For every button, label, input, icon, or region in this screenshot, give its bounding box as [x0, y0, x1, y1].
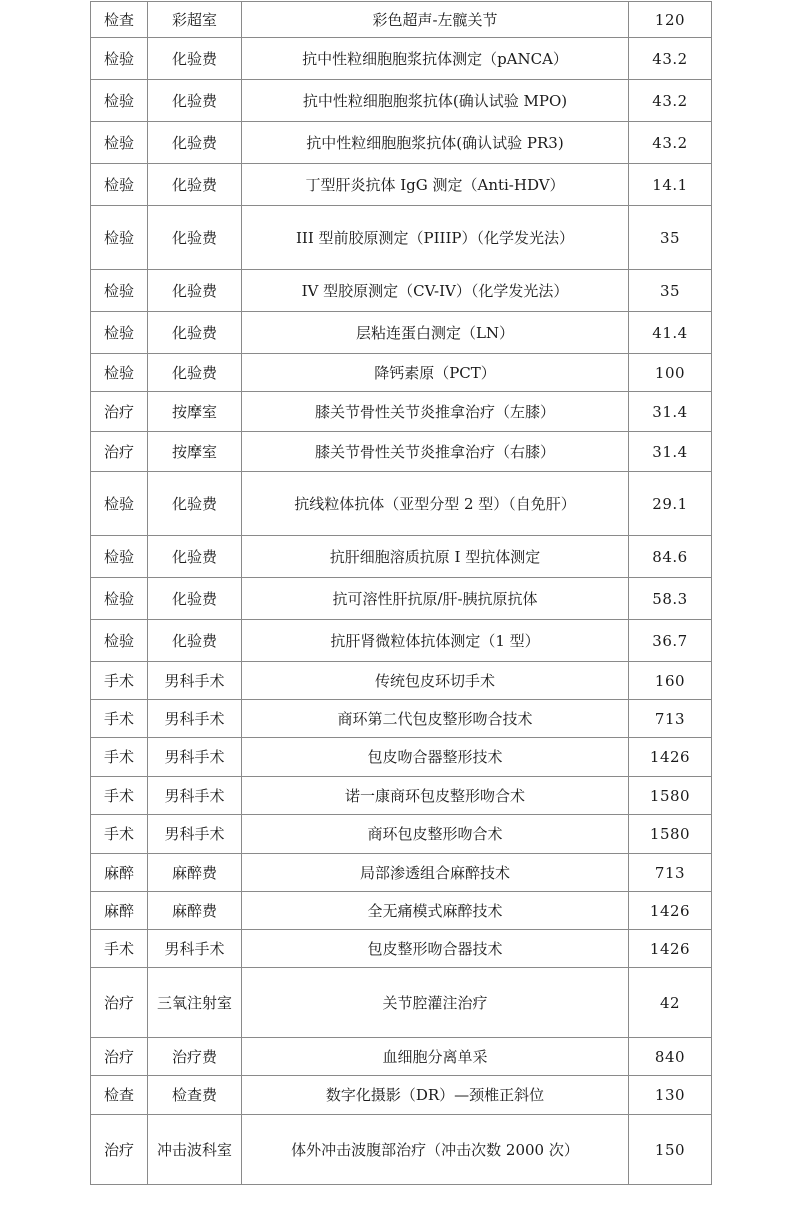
- table-row: [91, 38, 712, 80]
- department-cell: 化验费: [148, 536, 242, 578]
- category-cell: 治疗: [91, 968, 148, 1038]
- price-cell: 160: [629, 662, 712, 700]
- category-cell: 检验: [91, 578, 148, 620]
- price-cell: 713: [629, 854, 712, 892]
- item-name-cell: 诺一康商环包皮整形吻合术: [242, 777, 629, 815]
- item-name-cell: 降钙素原（PCT）: [242, 354, 629, 392]
- department-cell: 彩超室: [148, 2, 242, 38]
- item-name-cell: 抗肝细胞溶质抗原 I 型抗体测定: [242, 536, 629, 578]
- item-name-cell: 层粘连蛋白测定（LN）: [242, 312, 629, 354]
- table-row: [91, 1115, 712, 1185]
- table-row: [91, 815, 712, 854]
- price-cell: 36.7: [629, 620, 712, 662]
- item-name-cell: 抗可溶性肝抗原/肝-胰抗原抗体: [242, 578, 629, 620]
- item-name-cell: 传统包皮环切手术: [242, 662, 629, 700]
- price-cell: 130: [629, 1076, 712, 1115]
- price-cell: 31.4: [629, 392, 712, 432]
- department-cell: 化验费: [148, 620, 242, 662]
- table-row: [91, 270, 712, 312]
- price-cell: 43.2: [629, 38, 712, 80]
- category-cell: 检验: [91, 620, 148, 662]
- table-row: [91, 700, 712, 738]
- table-row: [91, 472, 712, 536]
- price-cell: 35: [629, 206, 712, 270]
- table-row: [91, 392, 712, 432]
- price-cell: 43.2: [629, 80, 712, 122]
- table-row: [91, 968, 712, 1038]
- item-name-cell: IV 型胶原测定（CV-IV）（化学发光法）: [242, 270, 629, 312]
- table-row: [91, 738, 712, 777]
- item-name-cell: 商环第二代包皮整形吻合技术: [242, 700, 629, 738]
- category-cell: 手术: [91, 738, 148, 777]
- table-row: [91, 1038, 712, 1076]
- table-row: [91, 164, 712, 206]
- item-name-cell: 包皮整形吻合器技术: [242, 930, 629, 968]
- department-cell: 化验费: [148, 80, 242, 122]
- category-cell: 治疗: [91, 432, 148, 472]
- department-cell: 化验费: [148, 270, 242, 312]
- category-cell: 检验: [91, 206, 148, 270]
- item-name-cell: 商环包皮整形吻合术: [242, 815, 629, 854]
- department-cell: 化验费: [148, 312, 242, 354]
- category-cell: 检查: [91, 1076, 148, 1115]
- department-cell: 男科手术: [148, 930, 242, 968]
- item-name-cell: 抗中性粒细胞胞浆抗体(确认试验 PR3): [242, 122, 629, 164]
- table-row: [91, 354, 712, 392]
- category-cell: 检验: [91, 38, 148, 80]
- fee-table-body: [91, 2, 712, 1185]
- price-cell: 1426: [629, 930, 712, 968]
- department-cell: 按摩室: [148, 392, 242, 432]
- department-cell: 麻醉费: [148, 854, 242, 892]
- department-cell: 检查费: [148, 1076, 242, 1115]
- price-cell: 150: [629, 1115, 712, 1185]
- category-cell: 手术: [91, 777, 148, 815]
- price-cell: 1580: [629, 777, 712, 815]
- item-name-cell: 血细胞分离单采: [242, 1038, 629, 1076]
- category-cell: 治疗: [91, 1038, 148, 1076]
- item-name-cell: 抗肝肾微粒体抗体测定（1 型）: [242, 620, 629, 662]
- price-cell: 1580: [629, 815, 712, 854]
- fee-table: [90, 1, 712, 1185]
- category-cell: 检验: [91, 536, 148, 578]
- department-cell: 化验费: [148, 206, 242, 270]
- category-cell: 检验: [91, 270, 148, 312]
- item-name-cell: 丁型肝炎抗体 IgG 测定（Anti-HDV）: [242, 164, 629, 206]
- item-name-cell: 膝关节骨性关节炎推拿治疗（左膝）: [242, 392, 629, 432]
- department-cell: 化验费: [148, 122, 242, 164]
- price-cell: 84.6: [629, 536, 712, 578]
- category-cell: 检验: [91, 472, 148, 536]
- category-cell: 检验: [91, 122, 148, 164]
- category-cell: 手术: [91, 815, 148, 854]
- table-row: [91, 578, 712, 620]
- category-cell: 检验: [91, 312, 148, 354]
- category-cell: 手术: [91, 930, 148, 968]
- department-cell: 三氧注射室: [148, 968, 242, 1038]
- table-row: [91, 777, 712, 815]
- table-row: [91, 930, 712, 968]
- category-cell: 麻醉: [91, 854, 148, 892]
- item-name-cell: 抗中性粒细胞胞浆抗体(确认试验 MPO): [242, 80, 629, 122]
- item-name-cell: 彩色超声-左髋关节: [242, 2, 629, 38]
- department-cell: 男科手术: [148, 738, 242, 777]
- department-cell: 男科手术: [148, 777, 242, 815]
- item-name-cell: 包皮吻合器整形技术: [242, 738, 629, 777]
- category-cell: 麻醉: [91, 892, 148, 930]
- item-name-cell: 关节腔灌注治疗: [242, 968, 629, 1038]
- price-cell: 1426: [629, 892, 712, 930]
- department-cell: 化验费: [148, 354, 242, 392]
- department-cell: 治疗费: [148, 1038, 242, 1076]
- department-cell: 化验费: [148, 38, 242, 80]
- category-cell: 检验: [91, 354, 148, 392]
- table-row: [91, 312, 712, 354]
- table-row: [91, 122, 712, 164]
- table-row: [91, 2, 712, 38]
- price-cell: 14.1: [629, 164, 712, 206]
- department-cell: 男科手术: [148, 815, 242, 854]
- department-cell: 化验费: [148, 578, 242, 620]
- price-cell: 120: [629, 2, 712, 38]
- table-row: [91, 892, 712, 930]
- item-name-cell: 抗线粒体抗体（亚型分型 2 型）（自免肝）: [242, 472, 629, 536]
- category-cell: 手术: [91, 700, 148, 738]
- price-cell: 100: [629, 354, 712, 392]
- price-cell: 29.1: [629, 472, 712, 536]
- category-cell: 检验: [91, 80, 148, 122]
- category-cell: 治疗: [91, 392, 148, 432]
- table-row: [91, 206, 712, 270]
- price-cell: 42: [629, 968, 712, 1038]
- category-cell: 手术: [91, 662, 148, 700]
- item-name-cell: 数字化摄影（DR）—颈椎正斜位: [242, 1076, 629, 1115]
- price-cell: 58.3: [629, 578, 712, 620]
- item-name-cell: 体外冲击波腹部治疗（冲击次数 2000 次）: [242, 1115, 629, 1185]
- item-name-cell: 局部渗透组合麻醉技术: [242, 854, 629, 892]
- price-cell: 1426: [629, 738, 712, 777]
- department-cell: 麻醉费: [148, 892, 242, 930]
- table-row: [91, 854, 712, 892]
- department-cell: 冲击波科室: [148, 1115, 242, 1185]
- price-cell: 713: [629, 700, 712, 738]
- table-row: [91, 620, 712, 662]
- department-cell: 化验费: [148, 164, 242, 206]
- category-cell: 检查: [91, 2, 148, 38]
- item-name-cell: 膝关节骨性关节炎推拿治疗（右膝）: [242, 432, 629, 472]
- item-name-cell: 全无痛模式麻醉技术: [242, 892, 629, 930]
- department-cell: 按摩室: [148, 432, 242, 472]
- table-row: [91, 432, 712, 472]
- department-cell: 男科手术: [148, 662, 242, 700]
- item-name-cell: 抗中性粒细胞胞浆抗体测定（pANCA）: [242, 38, 629, 80]
- price-cell: 840: [629, 1038, 712, 1076]
- price-cell: 41.4: [629, 312, 712, 354]
- department-cell: 男科手术: [148, 700, 242, 738]
- price-cell: 43.2: [629, 122, 712, 164]
- category-cell: 治疗: [91, 1115, 148, 1185]
- table-row: [91, 536, 712, 578]
- table-row: [91, 662, 712, 700]
- department-cell: 化验费: [148, 472, 242, 536]
- item-name-cell: III 型前胶原测定（PIIIP）（化学发光法）: [242, 206, 629, 270]
- category-cell: 检验: [91, 164, 148, 206]
- table-row: [91, 1076, 712, 1115]
- table-row: [91, 80, 712, 122]
- price-cell: 35: [629, 270, 712, 312]
- price-cell: 31.4: [629, 432, 712, 472]
